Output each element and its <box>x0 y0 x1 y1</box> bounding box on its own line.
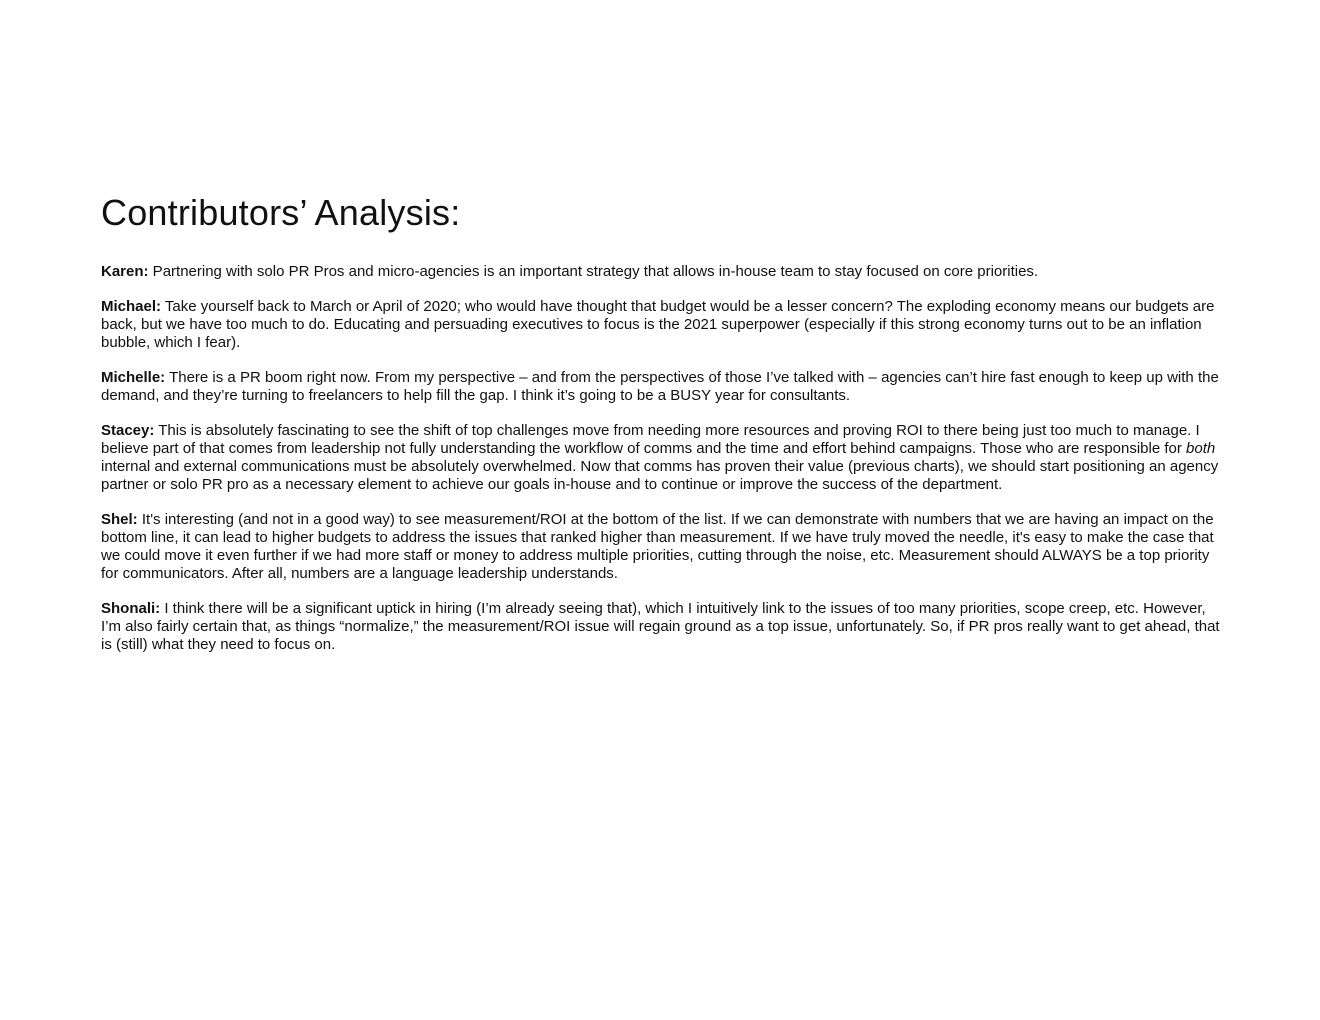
contributor-comment-continued: internal and external communications must be absolutely overwhelmed. Now that comms has proven their value (previous charts), we should start positioning an agency partner or solo PR pro as a necessary element to achieve our goals in-house and to continue or improve the success of the department. <box>101 458 1219 493</box>
contributor-entry-shel <box>101 511 1223 583</box>
contributor-name: Michelle: <box>101 369 166 386</box>
contributor-comment: Partnering with solo PR Pros and micro-agencies is an important strategy that allows in-house team to stay focused on core priorities. <box>148 263 1039 280</box>
contributor-entry-michael <box>101 298 1223 352</box>
emphasis-text: both <box>1186 440 1216 457</box>
contributor-name: Shonali: <box>101 600 161 617</box>
document-page <box>101 191 1223 671</box>
page-title: Contributors’ Analysis: <box>101 192 461 233</box>
contributor-entry-michelle <box>101 369 1223 405</box>
contributor-name: Michael: <box>101 298 162 315</box>
contributor-comment: There is a PR boom right now. From my perspective – and from the perspectives of those I’ve talked with – agencies can’t hire fast enough to keep up with the demand, and they’re turning to freelancers to help fill the gap. I think it’s going to be a BUSY year for consultants. <box>101 369 1219 404</box>
contributor-comment: This is absolutely fascinating to see the shift of top challenges move from needing more resources and proving ROI to there being just too much to manage. I believe part of that comes from leadership not fully understanding the workflow of comms and the time and effort behind campaigns. Those who are responsible for <box>101 422 1200 457</box>
contributor-entry-shonali <box>101 600 1223 654</box>
contributor-comment: I think there will be a significant uptick in hiring (I’m already seeing that), which I intuitively link to the issues of too many priorities, scope creep, etc. However, I’m also fairly certain that, as things “normalize,” the measurement/ROI issue will regain ground as a top issue, unfortunately. So, if PR pros really want to get ahead, that is (still) what they need to focus on. <box>101 600 1220 653</box>
contributor-name: Shel: <box>101 511 138 528</box>
contributor-comment: It's interesting (and not in a good way) to see measurement/ROI at the bottom of the list. If we can demonstrate with numbers that we are having an impact on the bottom line, it can lead to higher budgets to address the issues that ranked higher than measurement. If we have truly moved the needle, it's easy to make the case that we could move it even further if we had more staff or money to address multiple priorities, cutting through the noise, etc. Measurement should ALWAYS be a top priority for communicators. After all, numbers are a language leadership understands. <box>101 511 1214 582</box>
contributor-entry-karen <box>101 263 1223 281</box>
contributor-name: Stacey: <box>101 422 155 439</box>
contributor-comment: Take yourself back to March or April of 2020; who would have thought that budget would be a lesser concern? The exploding economy means our budgets are back, but we have too much to do. Educating and persuading executives to focus is the 2021 superpower (especially if this strong economy turns out to be an inflation bubble, which I fear). <box>101 298 1215 351</box>
contributor-entry-stacey <box>101 422 1223 494</box>
contributor-name: Karen: <box>101 263 149 280</box>
